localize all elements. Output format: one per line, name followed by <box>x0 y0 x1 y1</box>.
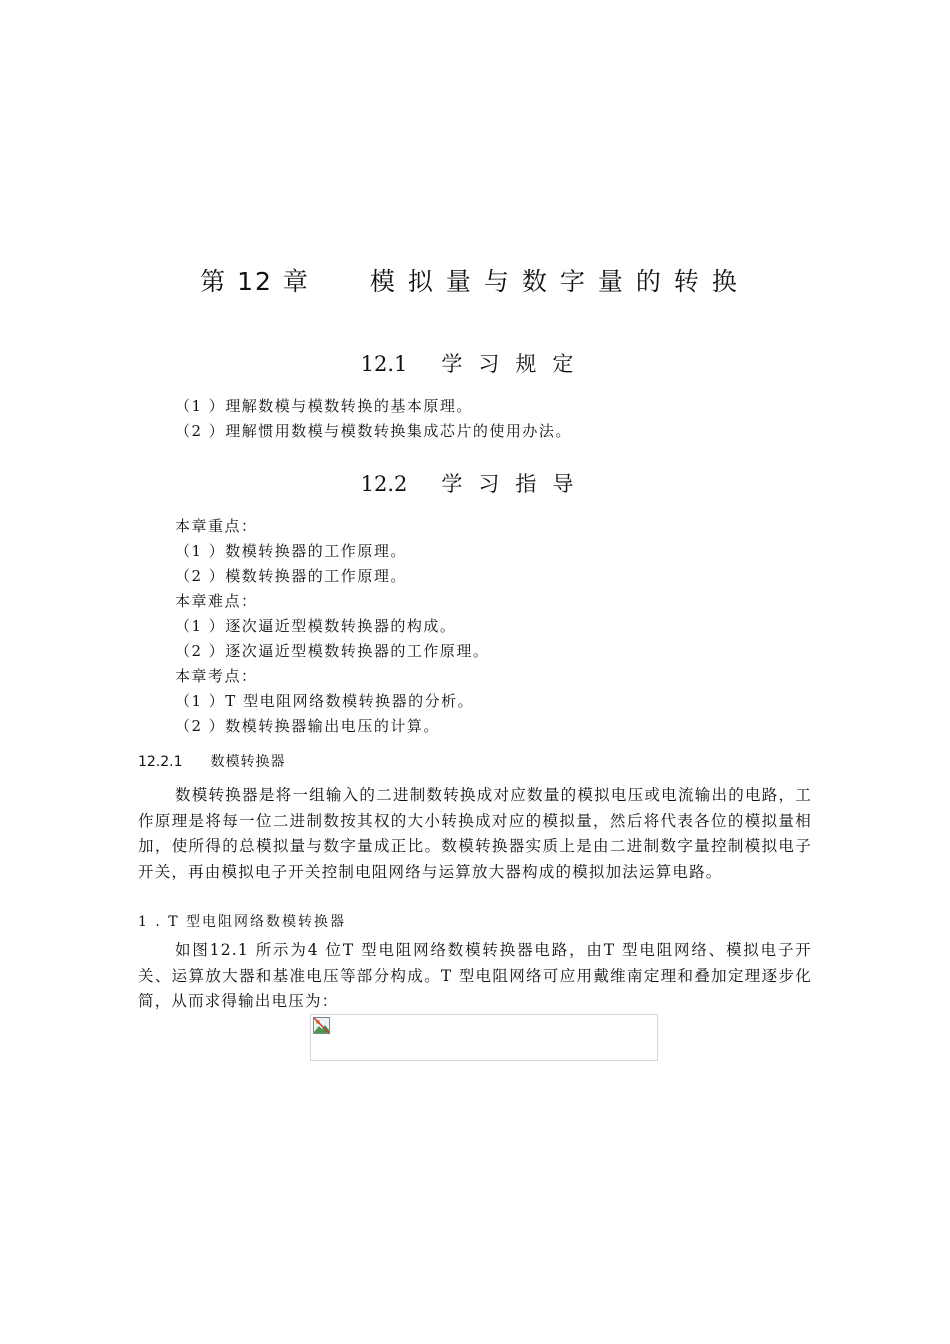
section-title-12-1 <box>0 348 950 378</box>
formula-image-placeholder <box>310 1014 658 1061</box>
chapter-heading-text: 模拟量与数字量的转换 <box>369 267 750 296</box>
guidance-item: （1 ）逐次逼近型模数转换器的构成。 <box>175 617 457 635</box>
broken-image-icon <box>313 1017 330 1034</box>
section-heading-text: 学习规定 <box>441 352 590 376</box>
chapter-title <box>0 262 950 298</box>
guidance-item: （2 ）模数转换器的工作原理。 <box>175 567 407 585</box>
section-number: 12.2 <box>360 472 408 496</box>
subsection-number: 12.2.1 <box>138 754 183 770</box>
section-title-12-2 <box>0 468 950 498</box>
body-paragraph: 如图12.1 所示为4 位T 型电阻网络数模转换器电路，由T 型电阻网络、模拟电子开关、运算放大器和基准电压等部分构成。T 型电阻网络可应用戴维南定理和叠加定理逐步化简，从而求得输出电压为： <box>138 941 812 1010</box>
section-heading-text: 学习指导 <box>441 472 590 496</box>
requirement-item: （2 ）理解惯用数模与模数转换集成芯片的使用办法。 <box>175 422 572 440</box>
section-number: 12.1 <box>360 352 408 376</box>
body-paragraph: 数模转换器是将一组输入的二进制数转换成对应数量的模拟电压或电流输出的电路，工作原理是将每一位二进制数按其权的大小转换成对应的模拟量，然后将代表各位的模拟量相加，使所得的总模拟量与数字量成正比。数模转换器实质上是由二进制数字量控制模拟电子开关，再由模拟电子开关控制电阻网络与运算放大器构成的模拟加法运算电路。 <box>138 786 812 881</box>
guidance-item: （2 ）逐次逼近型模数转换器的工作原理。 <box>175 642 490 660</box>
subsection-title: 数模转换器 <box>210 754 286 770</box>
requirement-item: （1 ）理解数模与模数转换的基本原理。 <box>175 397 473 415</box>
guidance-label: 本章重点： <box>175 517 258 535</box>
chapter-number: 第 12 章 <box>200 267 310 296</box>
subsection-heading <box>138 751 286 771</box>
guidance-label: 本章考点： <box>175 667 258 685</box>
guidance-item: （1 ）T 型电阻网络数模转换器的分析。 <box>175 692 475 710</box>
guidance-item: （1 ）数模转换器的工作原理。 <box>175 542 407 560</box>
guidance-label: 本章难点： <box>175 592 258 610</box>
guidance-item: （2 ）数模转换器输出电压的计算。 <box>175 717 440 735</box>
item-heading: 1 . T 型电阻网络数模转换器 <box>138 914 347 930</box>
